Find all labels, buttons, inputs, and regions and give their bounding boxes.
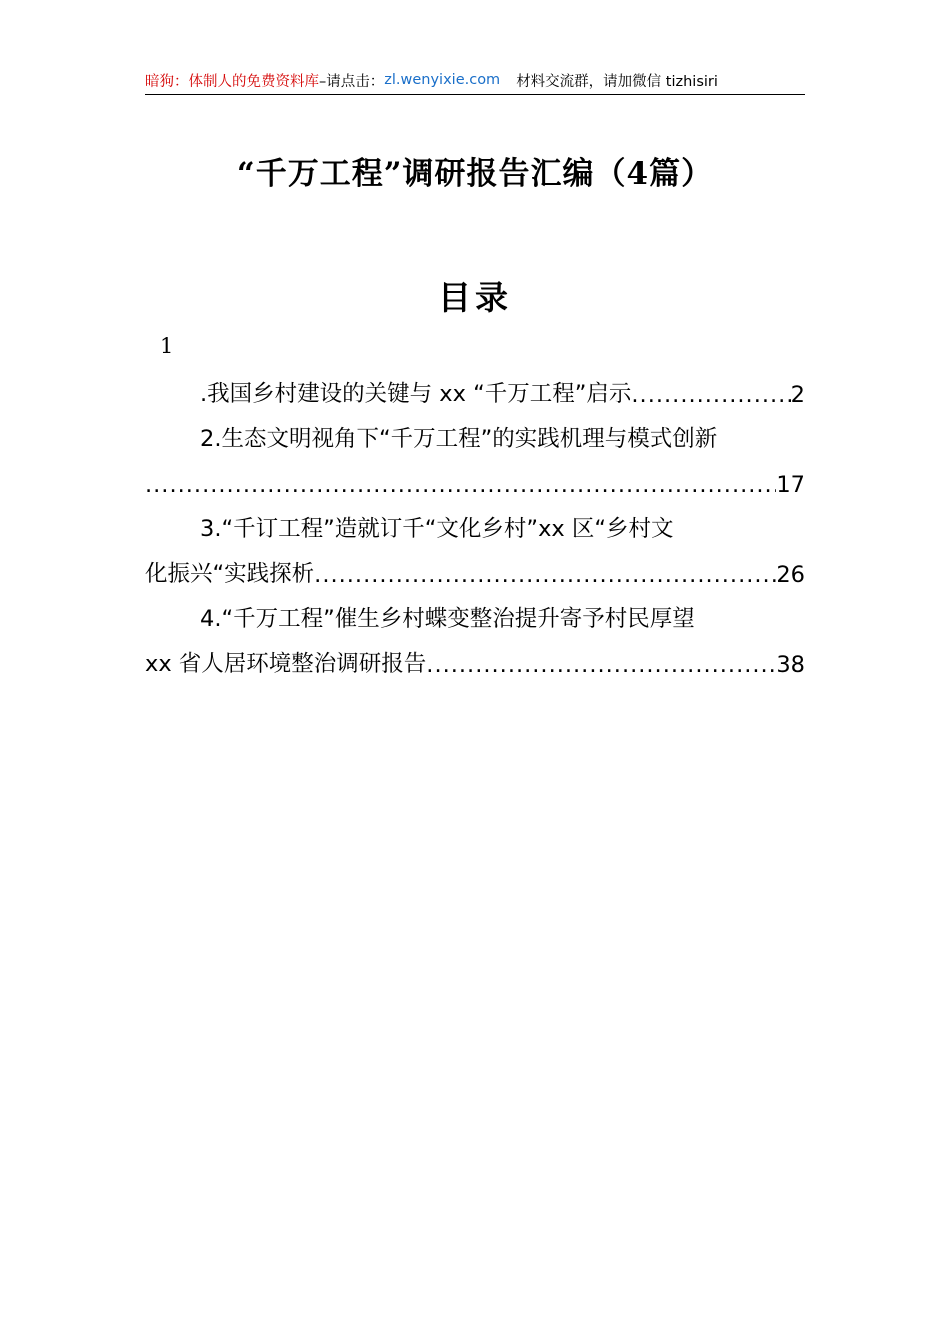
toc-entry-3-cont[interactable] [145,548,805,588]
toc-entry-2-cont[interactable] [145,458,805,498]
toc-entry-4[interactable] [145,593,805,633]
toc-entry-2-title: 2.生态文明视角下“千万工程”的实践机理与模式创新 [200,426,718,452]
toc-entry-3-title-2: 化振兴“实践探析 [145,561,315,587]
toc-entry-3-title-1: 3.“千订工程”造就订千“文化乡村”xx 区“乡村文 [200,516,674,542]
page-header [145,66,805,95]
toc-heading: 目录 [438,278,512,317]
header-contact: 材料交流群，请加微信 tizhisiri [516,73,718,90]
toc-entry-4-page: 38 [776,652,805,678]
toc-number: 1 [160,334,174,358]
toc-entry-3[interactable] [145,503,805,543]
toc-entry-1-leader [631,382,790,408]
toc-entry-1[interactable] [145,368,805,408]
toc-entry-1-page: 2 [790,382,805,408]
toc-entry-4-cont[interactable] [145,638,805,678]
header-click-prefix: –请点击： [319,73,385,90]
toc-entry-2-page: 17 [776,472,805,498]
toc-entry-4-leader [426,652,776,678]
toc-entry-4-title-1: 4.“千万工程”催生乡村蝶变整治提升寄予村民厚望 [200,606,695,632]
toc-entry-3-leader [314,562,776,588]
header-brand: 暗狗：体制人的免费资料库 [145,73,319,90]
toc-entry-4-title-2: xx 省人居环境整治调研报告 [145,651,427,677]
toc-entry-3-page: 26 [776,562,805,588]
toc-entry-2-leader [145,472,776,498]
document-title: “千万工程”调研报告汇编（4篇） [236,156,714,192]
toc-entry-2[interactable] [145,413,805,453]
header-link[interactable]: zl.wenyixie.com [384,72,501,88]
toc-entry-1-title: .我国乡村建设的关键与 xx “千万工程”启示 [200,381,632,407]
